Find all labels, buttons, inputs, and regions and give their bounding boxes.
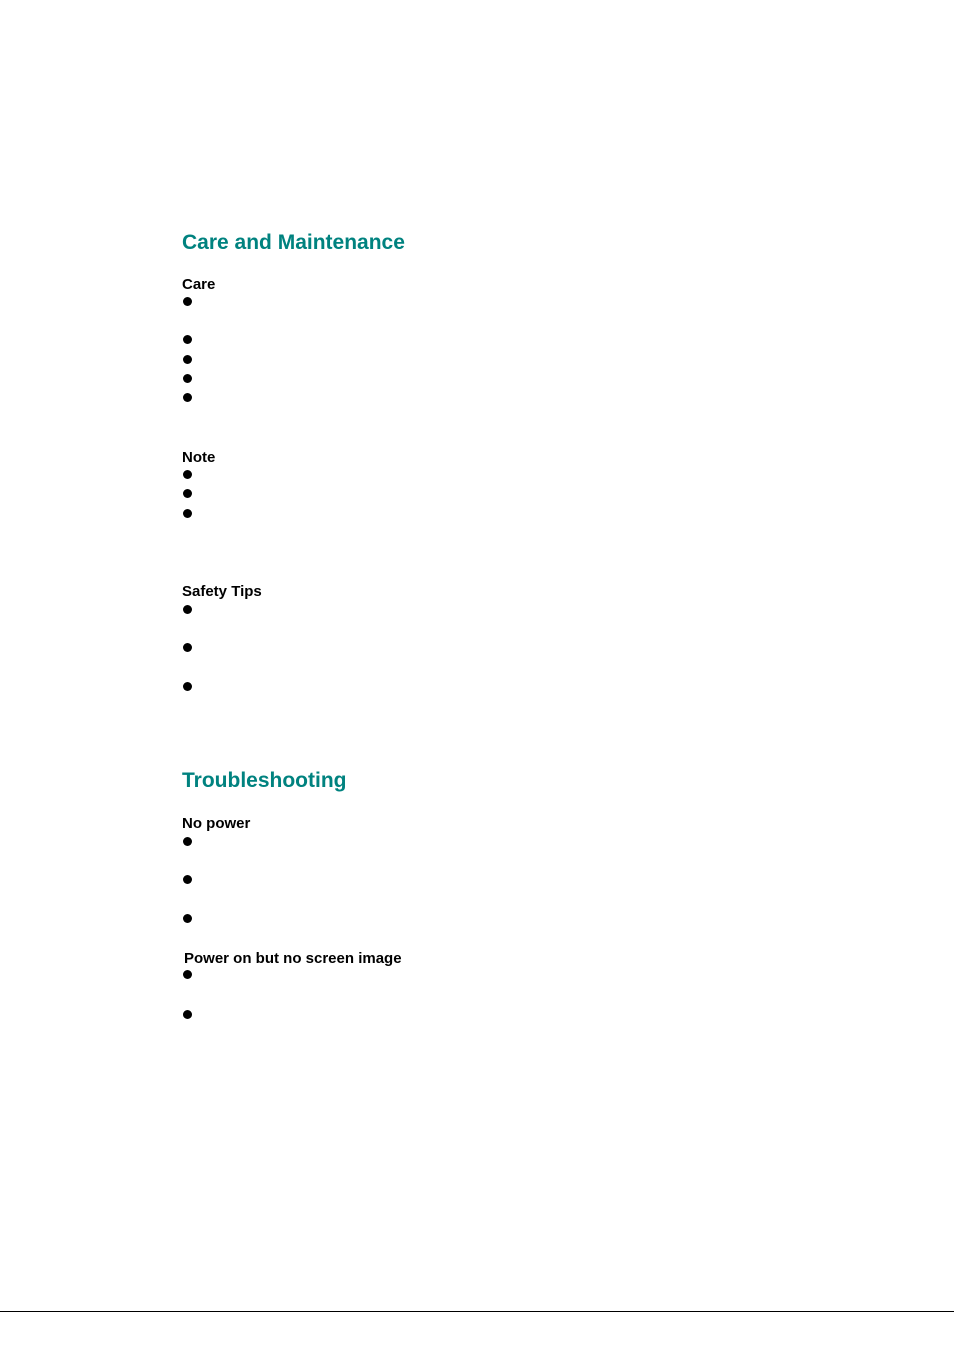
note-subheading: Note bbox=[182, 449, 216, 466]
power-on-no-image-bullet bbox=[183, 970, 192, 979]
care-bullet bbox=[183, 355, 192, 364]
care-bullet bbox=[183, 374, 192, 383]
power-on-no-image-subheading: Power on but no screen image bbox=[184, 950, 402, 967]
care-subheading: Care bbox=[182, 276, 216, 293]
care-bullet bbox=[183, 393, 192, 402]
safety-tips-bullet bbox=[183, 605, 192, 614]
care-bullet bbox=[183, 335, 192, 344]
troubleshooting-heading: Troubleshooting bbox=[182, 769, 347, 792]
safety-tips-subheading: Safety Tips bbox=[182, 583, 262, 600]
power-on-no-image-bullet bbox=[183, 1010, 192, 1019]
note-bullet bbox=[183, 489, 192, 498]
no-power-bullet bbox=[183, 914, 192, 923]
care-bullet bbox=[183, 297, 192, 306]
safety-tips-bullet bbox=[183, 643, 192, 652]
note-bullet bbox=[183, 470, 192, 479]
no-power-bullet bbox=[183, 875, 192, 884]
safety-tips-bullet bbox=[183, 682, 192, 691]
no-power-bullet bbox=[183, 837, 192, 846]
note-bullet bbox=[183, 509, 192, 518]
care-maintenance-heading: Care and Maintenance bbox=[182, 231, 405, 254]
footer-divider bbox=[0, 1311, 954, 1312]
no-power-subheading: No power bbox=[182, 815, 251, 832]
